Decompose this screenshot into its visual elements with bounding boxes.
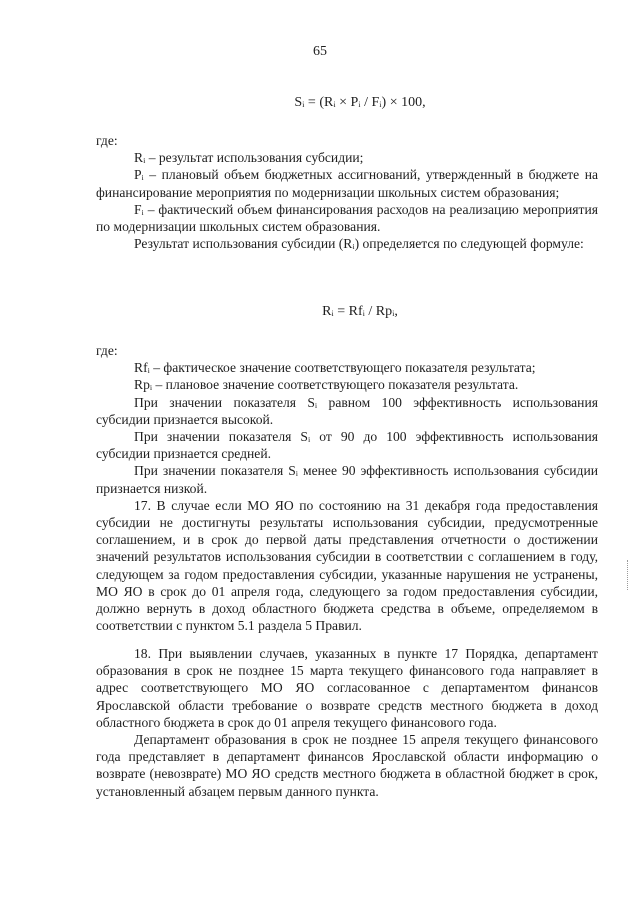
definition-ri: Rᵢ – результат использования субсидии; (134, 150, 364, 166)
definition-pi: Pᵢ – плановый объем бюджетных ассигнований, утвержденный в бюджете на финансирование мероприятия по модернизации школьных систем образования; (96, 167, 598, 200)
definition-rfi: Rfᵢ – фактическое значение соответствующего показателя результата; (134, 360, 536, 376)
where-label: где: (96, 133, 118, 148)
scan-margin-mark (627, 560, 630, 590)
result-formula-intro: Результат использования субсидии (Rᵢ) определяется по следующей формуле: (134, 236, 584, 252)
definitions-block-1 (96, 132, 598, 252)
efficiency-medium: При значении показателя Sᵢ от 90 до 100 эффективность использования субсидии признается средней. (96, 429, 598, 462)
paragraph-18: 18. При выявлении случаев, указанных в пункте 17 Порядка, департамент образования в срок не позднее 15 марта текущего финансового года направляет в адрес соответствующего МО ЯО согласованное с департаментом финансов Ярославской области требование о возврате средств местного бюджета в доход областного бюджета в срок до 01 апреля текущего финансового года. (96, 646, 598, 730)
definitions-block-2 (96, 342, 598, 634)
formula-efficiency: Sᵢ = (Rᵢ × Pᵢ / Fᵢ) × 100, (294, 95, 426, 110)
formula-result: Rᵢ = Rfᵢ / Rpᵢ, (322, 304, 398, 319)
page-number: 65 (313, 44, 327, 59)
where-label: где: (96, 343, 118, 358)
paragraph-return-info: Департамент образования в срок не позднее 15 апреля текущего финансового года представляет в департамент финансов Ярославской области информацию о возврате (невозврате) МО ЯО средств местного бюджета в областной бюджет в срок, установленный абзацем первым данного пункта. (96, 732, 598, 799)
paragraph-18-block (96, 645, 598, 800)
definition-fi: Fᵢ – фактический объем финансирования расходов на реализацию мероприятия по модернизации школьных систем образования. (96, 201, 598, 235)
efficiency-high: При значении показателя Sᵢ равном 100 эффективность использования субсидии признается высокой. (96, 394, 598, 427)
paragraph-17: 17. В случае если МО ЯО по состоянию на 31 декабря года предоставления субсидии не достигнуты результаты использования субсидии, предусмотренные соглашением, и в срок до первой даты представления отчетности о достижении значений результатов использования субсидии в соответствии с соглашением в году, следующем за годом предоставления субсидии, указанные нарушения не устранены, МО ЯО в срок до 01 апреля года, следующего за годом предоставления субсидии, должно вернуть в доход областного бюджета средства в объеме, определяемом в соответствии с пунктом 5.1 раздела 5 Правил. (96, 497, 598, 634)
efficiency-low: При значении показателя Sᵢ менее 90 эффективность использования субсидии признается низкой. (96, 463, 598, 496)
definition-rpi: Rpᵢ – плановое значение соответствующего показателя результата. (134, 377, 519, 393)
